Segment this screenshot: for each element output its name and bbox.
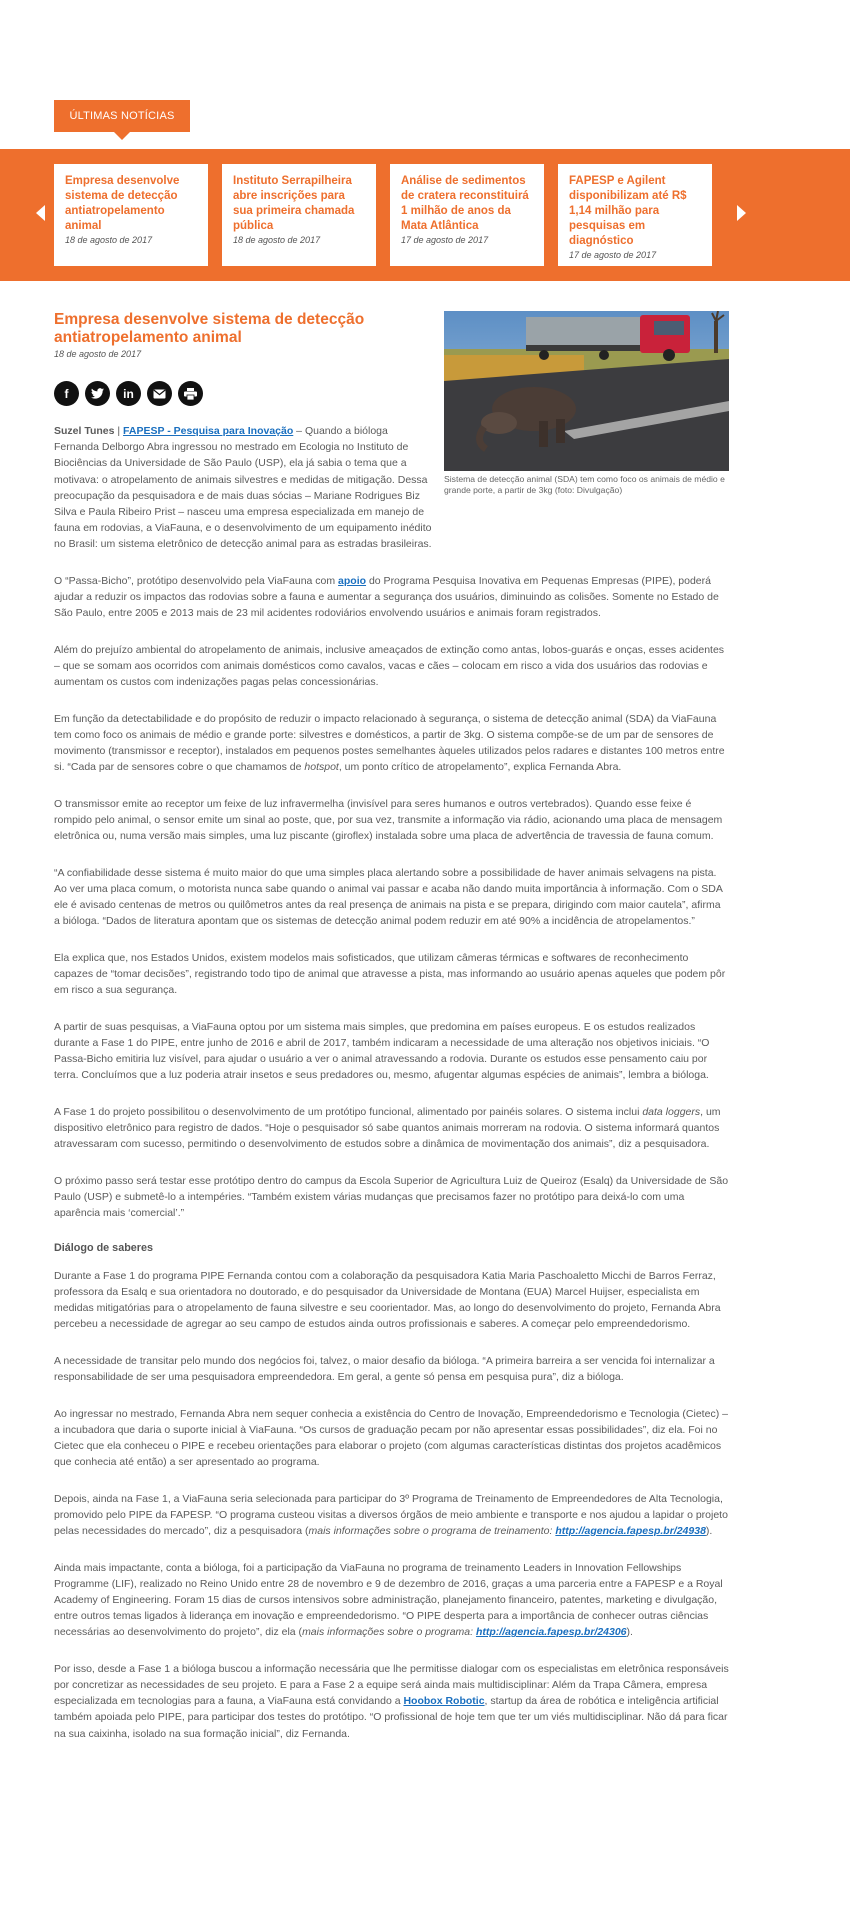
article-title: Empresa desenvolve sistema de detecção antiatropelamento animal: [54, 311, 365, 346]
news-card-title[interactable]: Análise de sedimentos de cratera reconstituirá 1 milhão de anos da Mata Atlântica: [401, 175, 529, 232]
programa-link[interactable]: http://agencia.fapesp.br/24306: [475, 1626, 627, 1639]
paragraph: O transmissor emite ao receptor um feixe de luz infravermelha (invisível para seres humanos e outros vertebrados). Quando esse feixe é rompido pelo animal, o sensor emite um sinal ao poste, que, por sua vez, transmite a informação via rádio, acionando uma placa de mensagem eletrônica ou, numa versão mais simples, uma luz piscante (giroflex) instalada sobre uma placa de advertência de travessia de fauna comum.: [54, 797, 723, 843]
photo-caption: Sistema de detecção animal (SDA) tem como foco os animais de médio e grande porte, a partir de 3kg (foto: Divulgação): [444, 474, 725, 495]
print-icon[interactable]: [178, 381, 203, 406]
paragraph: O próximo passo será testar esse protótipo dentro do campus da Escola Superior de Agricultura Luiz de Queiroz (Esalq) da Universidade de São Paulo (USP) e submetê-lo a intempéries. “Também existem várias mudanças que precisamos fazer no protótipo para deixá-lo com uma aparência mais ‘comercial’.”: [54, 1174, 729, 1220]
paragraph: Ainda mais impactante, conta a bióloga, foi a participação da ViaFauna no programa de treinamento Leaders in Innovation Fellowships Programme (LIF), realizado no Reino Unido entre 28 de novembro e 9 de dezembro de 2016, graças a uma parceria entre a FAPESP e a Royal Academy of Engineering. Foram 15 dias de cursos intensivos sobre administração, planejamento financeiro, patentes, marketing e divulgação, entre outros temas ligados à liderança em inovação e empreendedorismo. “O PIPE desperta para a importância de conhecer outras ciências necessárias ao desenvolvimento do projeto”, diz ela (mais informações sobre o programa: http://agencia.fapesp.br/24306).: [54, 1561, 723, 1639]
latest-news-tab[interactable]: ÚLTIMAS NOTÍCIAS: [54, 100, 190, 132]
paragraph: Ela explica que, nos Estados Unidos, existem modelos mais sofisticados, que utilizam câmeras térmicas e softwares de reconhecimento capazes de “tomar decisões”, registrando todo tipo de animal que atravesse a pista, mas informando ao usuário apenas aqueles que podem pôr em risco a sua segurança.: [54, 951, 726, 997]
article-figure: [444, 311, 729, 496]
news-card-date: 18 de agosto de 2017: [65, 235, 153, 245]
source-link[interactable]: FAPESP - Pesquisa para Inovação: [123, 425, 294, 437]
email-icon[interactable]: [147, 381, 172, 406]
paragraph: Por isso, desde a Fase 1 a bióloga buscou a informação necessária que lhe permitisse dialogar com os especialistas em eletrônica responsáveis por concretizar as necessidades de seu projeto. E para a Fase 2 a equipe será ainda mais multidisciplinar: Além da Trapa Câmera, empresa especializada em tecnologias para a fauna, a ViaFauna está convidando a Hoobox Robotic, startup da área de robótica e inteligência artificial também apoiada pelo PIPE, para participar dos testes do protótipo. “O profissional de hoje tem que ter um viés multidisciplinar. Não dá para ficar na sua caixinha, isolado na sua formação inicial”, diz Fernanda.: [54, 1662, 729, 1740]
news-card-date: 18 de agosto de 2017: [233, 235, 321, 245]
news-card-date: 17 de agosto de 2017: [401, 235, 489, 245]
news-card[interactable]: [222, 164, 376, 266]
apoio-link[interactable]: apoio: [338, 574, 367, 587]
news-card[interactable]: [54, 164, 208, 266]
linkedin-icon[interactable]: in: [116, 381, 141, 406]
twitter-icon[interactable]: [85, 381, 110, 406]
paragraph: “A confiabilidade desse sistema é muito maior do que uma simples placa alertando sobre a possibilidade de haver animais selvagens na pista. Ao ver uma placa comum, o motorista nunca sabe quando o animal vai passar e acaba não dando muita importância à informação. Com o SDA ele é avisado centenas de metros ou quilômetros antes da real presença de animais na pista e se prepara, dirigindo com maior cautela”, afirma a bióloga. “Dados de literatura apontam que os sistemas de detecção animal podem reduzir em até 90% a incidência de atropelamentos.”: [54, 866, 723, 928]
paragraph: Suzel Tunes | FAPESP - Pesquisa para Inovação – Quando a bióloga Fernanda Delborgo Abra ingressou no mestrado em Ecologia no Instituto de Biociências da Universidade de São Paulo (USP), ela já sabia o tema que a motivava: o atropelamento de animais silvestres e medidas de mitigação. Dessa preocupação da pesquisadora e de mais duas sócias – Mariane Rodrigues Biz Silva e Paula Ribeiro Prist – nasceu uma empresa especializada em manejo de fauna em rodovias, a ViaFauna, e o desenvolvimento de um equipamento inédito no Brasil: um sistema eletrônico de detecção animal para as estradas brasileiras.: [54, 425, 432, 551]
paragraph: Ao ingressar no mestrado, Fernanda Abra nem sequer conhecia a existência do Centro de Inovação, Empreendedorismo e Tecnologia (Cietec) – a incubadora que daria o suporte inicial à ViaFauna. “Os cursos de graduação pecam por não apresentar essas possibilidades”, diz ela. Foi no Cietec que ela conheceu o PIPE e recebeu orientações para elaborar o projeto (com algumas características distintas dos projetos acadêmicos que conhecia até então) a ser apresentado ao programa.: [54, 1407, 728, 1469]
paragraph: Além do prejuízo ambiental do atropelamento de animais, inclusive ameaçados de extinção como antas, lobos-guarás e onças, esses acidentes – que se somam aos ocorridos com animais domésticos como cavalos, vacas e cães – colocam em risco a vida dos usuários das rodovias e aumentam os custos com indenizações pagas pelas concessionárias.: [54, 643, 725, 689]
paragraph: Depois, ainda na Fase 1, a ViaFauna seria selecionada para participar do 3º Programa de Treinamento de Empreendedores de Alta Tecnologia, promovido pelo PIPE da FAPESP. “O programa custeou visitas a diversos órgãos de meio ambiente e transporte e nos ajudou a lapidar o projeto pelas necessidades do mercado”, diz a pesquisadora (mais informações sobre o programa de treinamento: http://agencia.fapesp.br/24938).: [54, 1492, 728, 1538]
news-card[interactable]: [558, 164, 712, 266]
paragraph: A necessidade de transitar pelo mundo dos negócios foi, talvez, o maior desafio da bióloga. “A primeira barreira a ser vencida foi internalizar a responsabilidade de ser uma pesquisadora empreendedora. Em geral, a gente só pensa em pesquisa pura”, diz a bióloga.: [54, 1354, 715, 1383]
paragraph: Durante a Fase 1 do programa PIPE Fernanda contou com a colaboração da pesquisadora Katia Maria Paschoaletto Micchi de Barros Ferraz, professora da Esalq e sua orientadora no doutorado, e do pesquisador da Universidade de Montana (EUA) Marcel Huijser, especialista em medidas mitigatórias para o atropelamento de fauna silvestre e seu coorientador. Mas, ao longo do desenvolvimento do projeto, Fernanda Abra percebeu a necessidade de agregar ao seu campo de estudos ainda outros profissionais e saberes. A começar pelo empreendedorismo.: [54, 1269, 721, 1331]
news-card-title[interactable]: FAPESP e Agilent disponibilizam até R$ 1,14 milhão para pesquisas em diagnóstico: [569, 175, 687, 247]
treinamento-link[interactable]: http://agencia.fapesp.br/24938: [555, 1525, 706, 1538]
carousel-next-arrow-icon[interactable]: [737, 205, 746, 221]
paragraph: A Fase 1 do projeto possibilitou o desenvolvimento de um protótipo funcional, alimentado por painéis solares. O sistema inclui data loggers, um dispositivo eletrônico para registro de dados. “Hoje o pesquisador só sabe quantos animais morreram na rodovia. O sistema informará quantos atravessaram com sucesso, permitindo o desenvolvimento de estudos sobre a dinâmica de movimentação dos animais”, diz a pesquisadora.: [54, 1105, 721, 1151]
news-card-title[interactable]: Empresa desenvolve sistema de detecção antiatropelamento animal: [65, 175, 180, 232]
article-body: [54, 423, 729, 1742]
news-card-date: 17 de agosto de 2017: [569, 250, 657, 260]
facebook-icon[interactable]: f: [54, 381, 79, 406]
paragraph: Em função da detectabilidade e do propósito de reduzir o impacto relacionado à segurança, o sistema de detecção animal (SDA) da ViaFauna tem como foco os animais de médio e grande porte: silvestres e domésticos, a partir de 3kg. O sistema compõe-se de um par de sensores de movimento (transmissor e receptor), instalados em pequenos postes semelhantes àqueles utilizados pelos radares e distantes 100 metros entre si. “Cada par de sensores cobre o que chamamos de hotspot, um ponto crítico de atropelamento”, explica Fernanda Abra.: [54, 712, 725, 774]
paragraph: O “Passa-Bicho”, protótipo desenvolvido pela ViaFauna com apoio do Programa Pesquisa Inovativa em Pequenas Empresas (PIPE), poderá ajudar a reduzir os impactos das rodovias sobre a fauna e aumentar a segurança dos usuários, diminuindo as colisões. Somente no Estado de São Paulo, entre 2005 e 2013 mais de 23 mil acidentes rodoviários envolvendo usuários e animais foram registrados.: [54, 574, 719, 620]
article: [54, 311, 729, 1762]
section-heading: Diálogo de saberes: [54, 1241, 154, 1254]
carousel-prev-arrow-icon[interactable]: [36, 205, 45, 221]
article-date: 18 de agosto de 2017: [54, 349, 142, 359]
news-carousel: [0, 149, 850, 281]
article-photo: [444, 311, 729, 471]
article-author: Suzel Tunes: [54, 425, 115, 437]
paragraph: A partir de suas pesquisas, a ViaFauna optou por um sistema mais simples, que predomina em países europeus. E os estudos realizados durante a Fase 1 do PIPE, entre junho de 2016 e abril de 2017, também indicaram a necessidade de uma alteração nos objetivos iniciais. “O Passa-Bicho emitiria luz visível, para ajudar o usuário a ver o animal atravessando a rodovia. Durante os estudos esse pensamento caiu por terra. Concluímos que a luz poderia atrair insetos e seus predadores ou, mesmo, afugentar algumas espécies de animais”, lembra a bióloga.: [54, 1020, 710, 1082]
news-card[interactable]: [390, 164, 544, 266]
hoobox-link[interactable]: Hoobox Robotic: [403, 1695, 485, 1708]
news-card-title[interactable]: Instituto Serrapilheira abre inscrições para sua primeira chamada pública: [233, 175, 355, 232]
